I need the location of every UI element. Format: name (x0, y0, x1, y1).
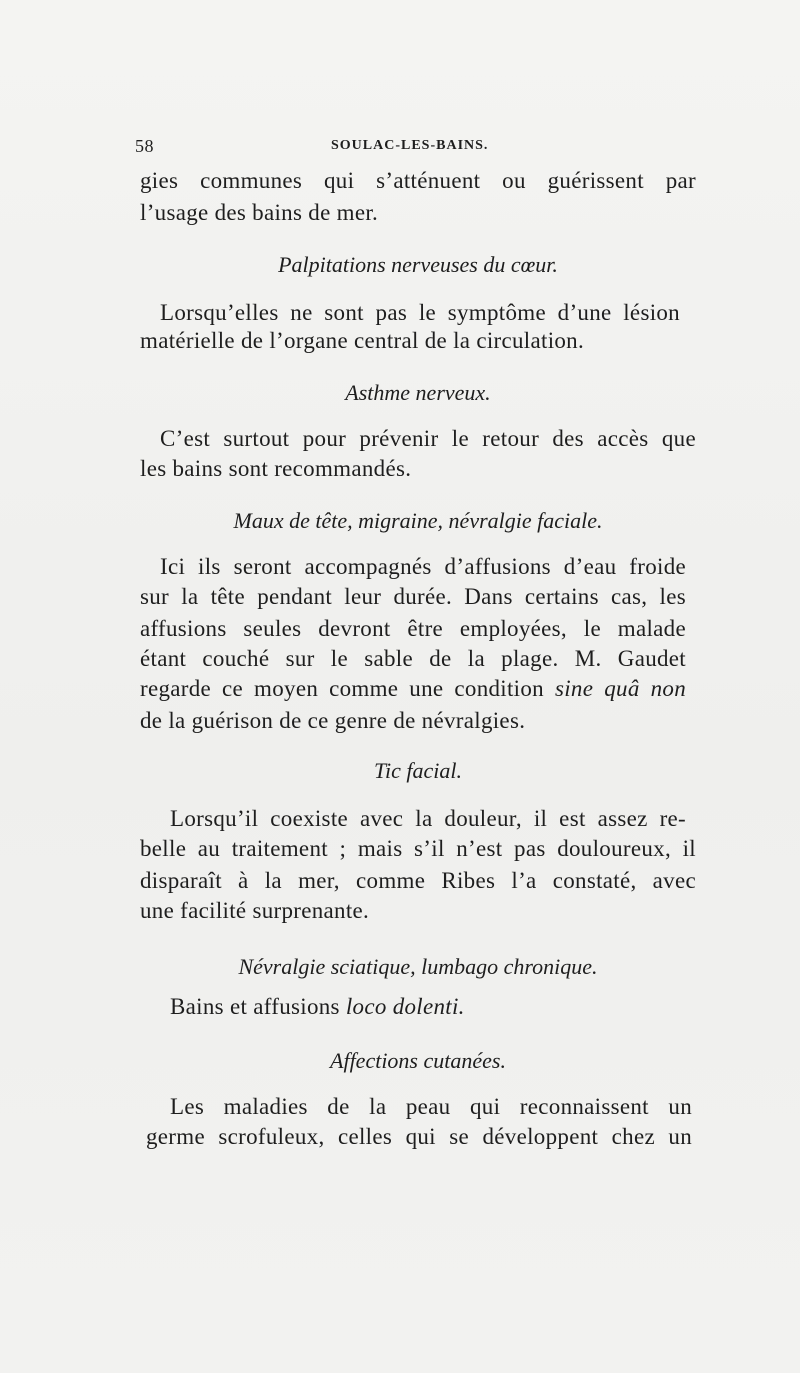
paragraph-line (170, 992, 465, 1022)
paragraph-line: une facilité surprenante. (140, 898, 370, 923)
section-heading: Asthme nerveux. (345, 380, 491, 405)
page-number: 58 (135, 136, 154, 156)
paragraph-text: Bains et affusions (170, 994, 340, 1019)
paragraph-line: Lorsqu’elles ne sont pas le symptôme d’une lésion (160, 300, 680, 325)
running-title: SOULAC-LES-BAINS. (331, 138, 489, 153)
paragraph-line: les bains sont recommandés. (140, 456, 412, 481)
paragraph-line: affusions seules devront être employées, le malade (140, 616, 686, 641)
paragraph-line: belle au traitement ; mais s’il n’est pas douloureux, il (140, 836, 696, 861)
section-heading: Névralgie sciatique, lumbago chronique. (238, 954, 598, 979)
paragraph-line: C’est surtout pour prévenir le retour des accès que (160, 426, 696, 451)
paragraph-line: de la guérison de ce genre de névralgies. (140, 708, 526, 733)
paragraph-line: sur la tête pendant leur durée. Dans certains cas, les (140, 584, 686, 609)
paragraph-line: l’usage des bains de mer. (140, 200, 379, 225)
paragraph-line: germe scrofuleux, celles qui se développent chez un (146, 1124, 692, 1149)
paragraph-line: disparaît à la mer, comme Ribes l’a constaté, avec (140, 868, 696, 893)
latin-phrase: loco dolenti. (345, 994, 465, 1019)
paragraph-line: étant couché sur le sable de la plage. M. Gaudet (140, 646, 686, 671)
paragraph-line: matérielle de l’organe central de la circulation. (140, 328, 585, 353)
paragraph-text: regarde ce moyen comme une condition (140, 676, 544, 701)
section-heading: Affections cutanées. (330, 1048, 506, 1073)
paragraph-line: Lorsqu’il coexiste avec la douleur, il est assez re- (170, 806, 686, 831)
paragraph-line: Les maladies de la peau qui reconnaissent un (170, 1094, 692, 1119)
paragraph-line: gies communes qui s’atténuent ou guérissent par (140, 168, 696, 193)
paragraph-line (140, 674, 686, 704)
latin-phrase: sine quâ non (554, 676, 687, 701)
page-header (135, 136, 695, 160)
section-heading: Tic facial. (374, 758, 462, 783)
section-heading: Maux de tête, migraine, névralgie faciale. (233, 508, 603, 533)
paragraph-line: Ici ils seront accompagnés d’affusions d’eau froide (160, 554, 686, 579)
section-heading: Palpitations nerveuses du cœur. (278, 252, 558, 277)
